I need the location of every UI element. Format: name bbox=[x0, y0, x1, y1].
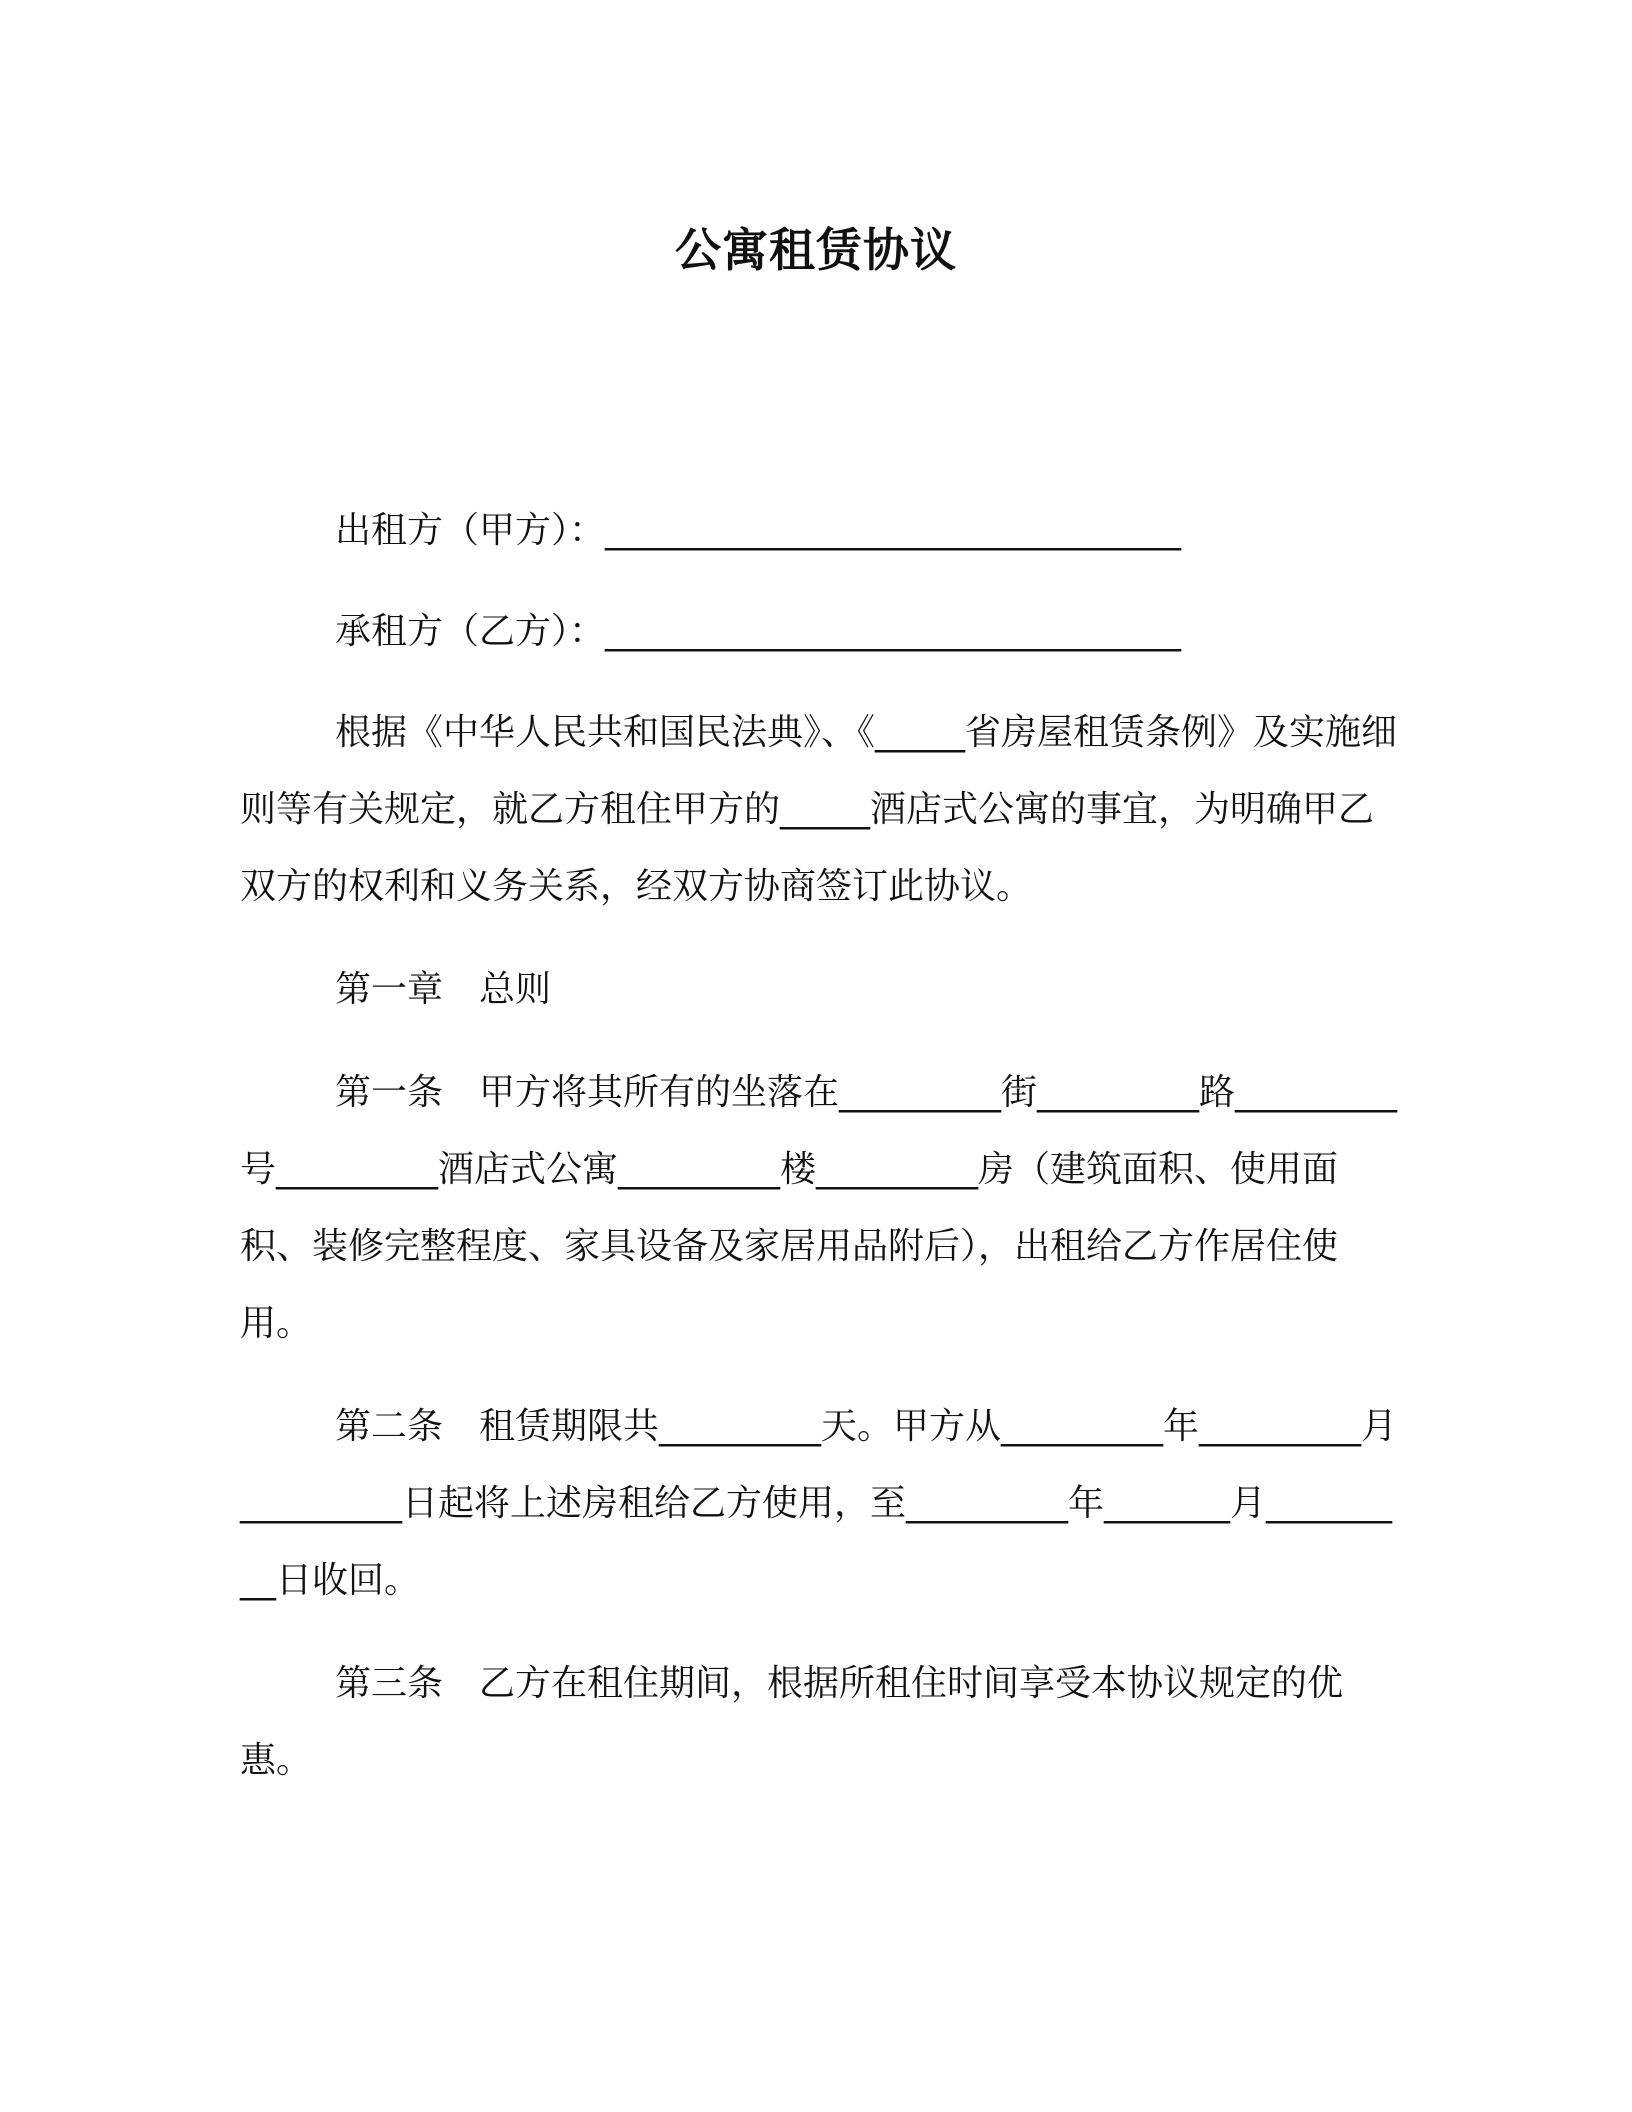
spacer bbox=[240, 1619, 1400, 1645]
document-title: 公寓租赁协议 bbox=[675, 223, 957, 277]
chapter-heading: 第一章 总则 bbox=[335, 969, 552, 1010]
article-3-paragraph: 第三条 乙方在租住期间，根据所租住时间享受本协议规定的优惠。 bbox=[240, 1663, 1344, 1781]
spacer bbox=[240, 1028, 1400, 1054]
document-body bbox=[240, 492, 1400, 1799]
preamble-paragraph: 根据《中华人民共和国民法典》、《_____省房屋租赁条例》及实施细则等有关规定，就乙方租住甲方的_____酒店式公寓的事宜，为明确甲乙双方的权利和义务关系，经双方协商签订此协议。 bbox=[240, 712, 1398, 907]
party-b-line: 承租方（乙方）：________________________________ bbox=[335, 611, 1182, 652]
article-2-paragraph: 第二条 租赁期限共_________天。甲方从_________年_________月_________日起将上述房租给乙方使用，至_________年_______月_________日收回。 bbox=[240, 1406, 1398, 1601]
spacer bbox=[240, 1362, 1400, 1388]
spacer bbox=[240, 925, 1400, 951]
article-1-paragraph: 第一条 甲方将其所有的坐落在_________街_________路_________号_________酒店式公寓_________楼_________房（建筑面积、使用面积、装修完整程度、家具设备及家居用品附后），出租给乙方作居住使用。 bbox=[240, 1072, 1398, 1344]
party-a-line: 出租方（甲方）：________________________________ bbox=[335, 510, 1182, 551]
